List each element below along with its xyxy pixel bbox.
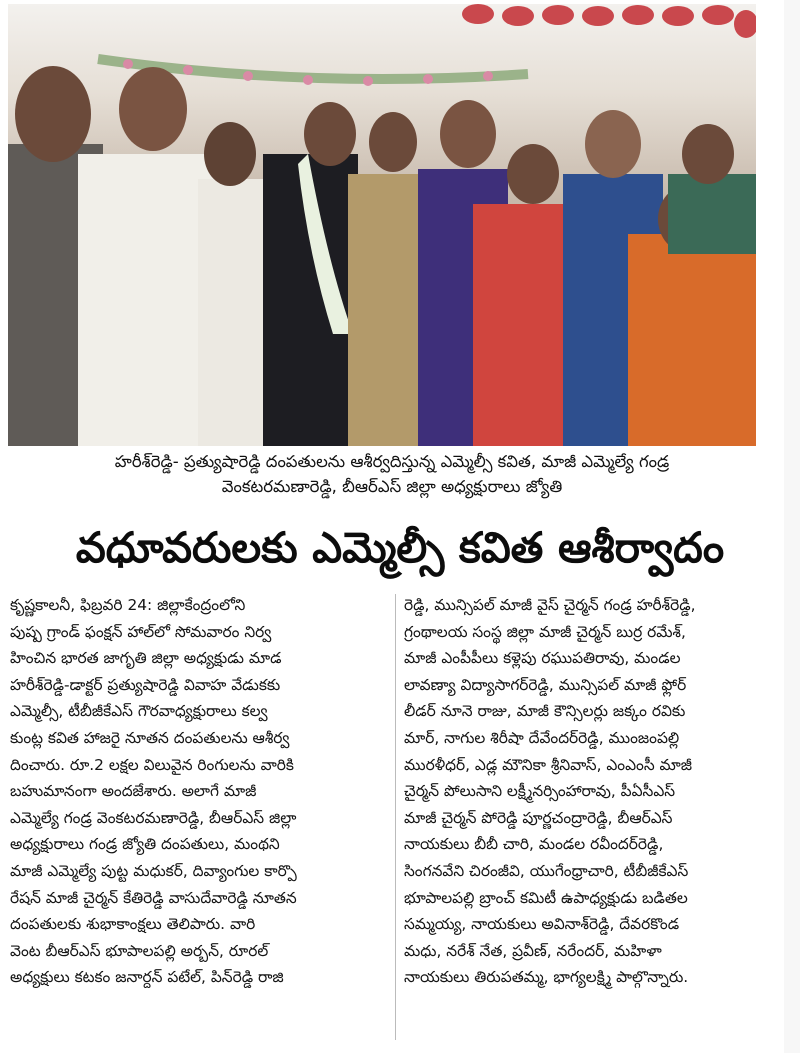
text-line: కృష్ణకాలనీ, ఫిబ్రవరి 24: జిల్లాకేంద్రంలోని bbox=[10, 596, 246, 614]
text-line: లీడర్ నూనె రాజు, మాజీ కౌన్సిలర్లు జక్కం రవికు bbox=[404, 702, 686, 721]
text-line: మార్, నాగుల శిరీషా దేవేందర్‌రెడ్డి, ముంజంపల్లి bbox=[404, 728, 680, 747]
text-line: నాయకులు తిరుపతమ్మ, భాగ్యలక్ష్మి పాల్గొన్నారు. bbox=[404, 968, 689, 987]
wedding-photo-icon bbox=[8, 4, 756, 446]
text-line: బహుమానంగా అందజేశారు. అలాగే మాజీ bbox=[10, 782, 257, 801]
text-line: వెంట బీఆర్‌ఎస్ భూపాలపల్లి అర్బన్, రూరల్ bbox=[10, 941, 269, 960]
text-line: దంపతులకు శుభాకాంక్షలు తెలిపారు. వారి bbox=[10, 915, 256, 934]
text-line: కుంట్ల కవిత హాజరై నూతన దంపతులను ఆశీర్వ bbox=[10, 728, 290, 747]
text-line: మాజీ ఎమ్మెల్యే పుట్ట మధుకర్, దివ్యాంగుల కార్పొ bbox=[10, 861, 297, 880]
text-line: మురళీధర్, ఎడ్ల మౌనికా శ్రీనివాస్, ఎంఎంసీ మాజీ bbox=[404, 755, 693, 774]
text-line: చైర్మన్ పోలుసాని లక్ష్మీనర్సింహారావు, పీఏసీఎస్ bbox=[404, 782, 676, 801]
text-line: దించారు. రూ.2 లక్షల విలువైన రింగులను వారికి bbox=[10, 755, 294, 774]
text-line: రెడ్డి, మున్సిపల్ మాజీ వైస్ చైర్మన్ గండ్ర హరీశ్‌రెడ్డి, bbox=[404, 596, 696, 614]
text-line: గ్రంథాలయ సంస్థ జిల్లా మాజీ చైర్మన్ బుర్ర రమేశ్, bbox=[404, 622, 686, 641]
text-line: అధ్యక్షులు కటకం జనార్దన్ పటేల్, పిన్‌రెడ్డి రాజి bbox=[10, 968, 284, 987]
headline: వధూవరులకు ఎమ్మెల్సీ కవిత ఆశీర్వాదం bbox=[75, 523, 725, 572]
news-photo bbox=[8, 4, 756, 446]
photo-caption bbox=[12, 449, 772, 499]
text-line: పుష్ప గ్రాండ్ ఫంక్షన్ హాల్‌లో సోమవారం నిర్వ bbox=[10, 622, 272, 641]
text-line: ఎమ్మెల్సీ, టీబీజీకేఎస్ గౌరవాధ్యక్షురాలు కల్వ bbox=[10, 702, 268, 721]
text-line: అధ్యక్షురాలు గండ్ర జ్యోతి దంపతులు, మంథని bbox=[10, 835, 280, 854]
text-line: మధు, నరేశ్ నేత, ప్రవీణ్, నరేందర్, మహిళా bbox=[404, 941, 662, 960]
caption-line-1: హరీశ్‌రెడ్డి- ప్రత్యుషారెడ్డి దంపతులను ఆశీర్వదిస్తున్న ఎమ్మెల్సీ కవిత, మాజీ ఎమ్మెల్యే గండ్ర bbox=[114, 452, 670, 471]
text-line: నాయకులు బీబీ చారి, మండల రవీందర్‌రెడ్డి, bbox=[404, 835, 664, 854]
article-column-right bbox=[404, 592, 780, 991]
text-line: సమ్మయ్య, నాయకులు అవినాశ్‌రెడ్డి, దేవరకొండ bbox=[404, 915, 680, 934]
column-divider bbox=[395, 594, 396, 1040]
text-line: రేషన్ మాజీ చైర్మన్ కేతిరెడ్డి వాసుదేవారెడ్డి నూతన bbox=[10, 888, 297, 907]
text-line: భూపాలపల్లి బ్రాంచ్ కమిటీ ఉపాధ్యక్షుడు బడితల bbox=[404, 888, 688, 907]
text-line: హించిన భారత జాగృతి జిల్లా అధ్యక్షుడు మాడ bbox=[10, 649, 282, 668]
caption-line-2: వెంకటరమణారెడ్డి, బీఆర్‌ఎస్ జిల్లా అధ్యక్షురాలు జ్యోతి bbox=[221, 477, 563, 496]
text-line: ఎమ్మెల్యే గండ్ర వెంకటరమణారెడ్డి, బీఆర్‌ఎస్ జిల్లా bbox=[10, 808, 297, 827]
text-line: లావణ్యా విద్యాసాగర్‌రెడ్డి, మున్సిపల్ మాజీ ఫ్లోర్ bbox=[404, 675, 687, 694]
article-column-left bbox=[10, 592, 386, 991]
text-line: మాజీ చైర్మన్ పోరెడ్డి పూర్ణచంద్రారెడ్డి, బీఆర్‌ఎస్ bbox=[404, 808, 673, 827]
text-line: హరీశ్‌రెడ్డి-డాక్టర్ ప్రత్యుషారెడ్డి వివాహ వేడుకకు bbox=[10, 675, 281, 694]
text-line: మాజీ ఎంపీపీలు కళ్లెపు రఘుపతిరావు, మండల bbox=[404, 649, 681, 668]
text-line: సింగనవేని చిరంజీవి, యుగేంధ్రాచారి, టీబీజీకేఎస్ bbox=[404, 861, 689, 880]
page-edge bbox=[784, 0, 800, 1053]
